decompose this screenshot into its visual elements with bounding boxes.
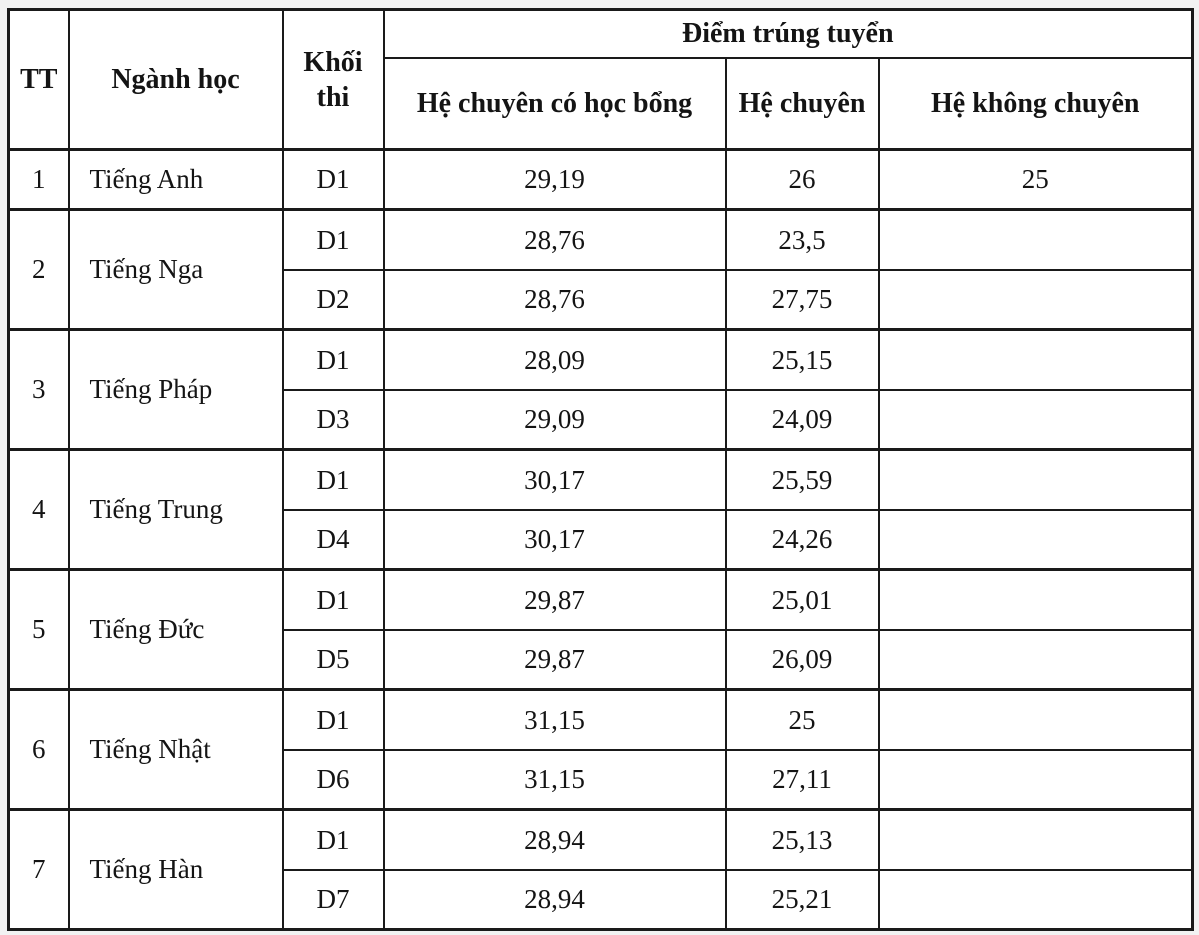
non-specialized-score-cell — [879, 570, 1193, 630]
specialized-score-cell: 25,13 — [726, 810, 879, 870]
scholarship-score-cell: 31,15 — [384, 690, 726, 750]
tt-cell: 4 — [9, 450, 69, 570]
major-cell: Tiếng Anh — [69, 150, 283, 210]
non-specialized-score-cell — [879, 270, 1193, 330]
scholarship-score-cell: 29,19 — [384, 150, 726, 210]
block-cell: D1 — [283, 150, 384, 210]
non-specialized-score-cell — [879, 810, 1193, 870]
block-cell: D4 — [283, 510, 384, 570]
non-specialized-score-cell — [879, 210, 1193, 270]
block-cell: D1 — [283, 690, 384, 750]
block-cell: D1 — [283, 330, 384, 390]
major-cell: Tiếng Nhật — [69, 690, 283, 810]
major-cell: Tiếng Đức — [69, 570, 283, 690]
tt-cell: 3 — [9, 330, 69, 450]
scholarship-score-cell: 28,76 — [384, 210, 726, 270]
scholarship-score-cell: 31,15 — [384, 750, 726, 810]
non-specialized-score-cell — [879, 390, 1193, 450]
block-cell: D7 — [283, 870, 384, 930]
non-specialized-score-cell — [879, 330, 1193, 390]
scholarship-score-cell: 28,94 — [384, 810, 726, 870]
table-row — [9, 810, 1193, 870]
major-cell: Tiếng Nga — [69, 210, 283, 330]
table-row — [9, 450, 1193, 510]
tt-cell: 5 — [9, 570, 69, 690]
scholarship-score-cell: 28,76 — [384, 270, 726, 330]
header-non-specialized: Hệ không chuyên — [879, 58, 1193, 150]
scholarship-score-cell: 30,17 — [384, 510, 726, 570]
major-cell: Tiếng Pháp — [69, 330, 283, 450]
block-cell: D5 — [283, 630, 384, 690]
specialized-score-cell: 23,5 — [726, 210, 879, 270]
admission-scores-table — [7, 8, 1194, 931]
table-row — [9, 570, 1193, 630]
specialized-score-cell: 26,09 — [726, 630, 879, 690]
table-row — [9, 150, 1193, 210]
table-row — [9, 690, 1193, 750]
specialized-score-cell: 25,21 — [726, 870, 879, 930]
scholarship-score-cell: 30,17 — [384, 450, 726, 510]
header-exam-block: Khối thi — [283, 10, 384, 150]
non-specialized-score-cell — [879, 630, 1193, 690]
specialized-score-cell: 25,59 — [726, 450, 879, 510]
tt-cell: 1 — [9, 150, 69, 210]
scholarship-score-cell: 29,09 — [384, 390, 726, 450]
header-tt: TT — [9, 10, 69, 150]
tt-cell: 6 — [9, 690, 69, 810]
table-row — [9, 330, 1193, 390]
block-cell: D1 — [283, 810, 384, 870]
specialized-score-cell: 27,11 — [726, 750, 879, 810]
block-cell: D1 — [283, 450, 384, 510]
non-specialized-score-cell: 25 — [879, 150, 1193, 210]
specialized-score-cell: 27,75 — [726, 270, 879, 330]
major-cell: Tiếng Hàn — [69, 810, 283, 930]
tt-cell: 2 — [9, 210, 69, 330]
block-cell: D1 — [283, 570, 384, 630]
non-specialized-score-cell — [879, 510, 1193, 570]
scholarship-score-cell: 29,87 — [384, 570, 726, 630]
header-specialized-scholarship: Hệ chuyên có học bổng — [384, 58, 726, 150]
scholarship-score-cell: 28,09 — [384, 330, 726, 390]
major-cell: Tiếng Trung — [69, 450, 283, 570]
scholarship-score-cell: 28,94 — [384, 870, 726, 930]
specialized-score-cell: 26 — [726, 150, 879, 210]
specialized-score-cell: 25,15 — [726, 330, 879, 390]
header-row-top — [9, 10, 1193, 58]
block-cell: D1 — [283, 210, 384, 270]
non-specialized-score-cell — [879, 450, 1193, 510]
header-admission-score: Điểm trúng tuyển — [384, 10, 1193, 58]
scholarship-score-cell: 29,87 — [384, 630, 726, 690]
specialized-score-cell: 25,01 — [726, 570, 879, 630]
specialized-score-cell: 24,26 — [726, 510, 879, 570]
table-row — [9, 210, 1193, 270]
header-major: Ngành học — [69, 10, 283, 150]
header-specialized: Hệ chuyên — [726, 58, 879, 150]
block-cell: D6 — [283, 750, 384, 810]
non-specialized-score-cell — [879, 690, 1193, 750]
block-cell: D2 — [283, 270, 384, 330]
specialized-score-cell: 24,09 — [726, 390, 879, 450]
specialized-score-cell: 25 — [726, 690, 879, 750]
tt-cell: 7 — [9, 810, 69, 930]
non-specialized-score-cell — [879, 870, 1193, 930]
non-specialized-score-cell — [879, 750, 1193, 810]
block-cell: D3 — [283, 390, 384, 450]
